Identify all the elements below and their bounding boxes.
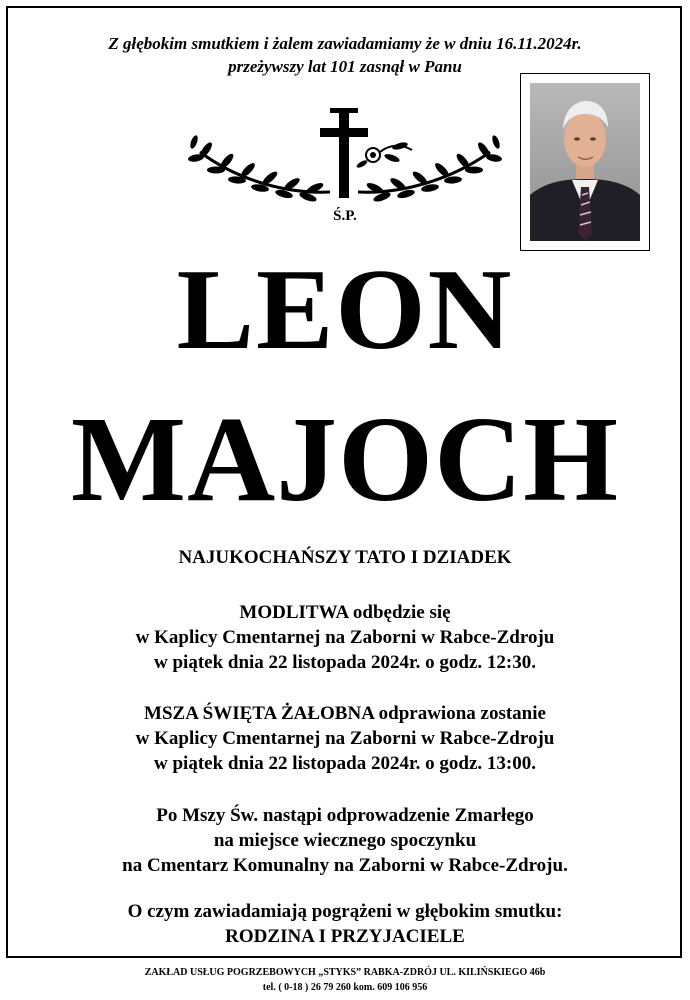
deceased-last-name: MAJOCH (70, 392, 620, 527)
closing-announcement (0, 899, 690, 949)
prayer-line-1-rest: odbędzie się (348, 602, 451, 623)
mass-line-1-rest: odprawiona zostanie (373, 703, 546, 724)
emblem-initials: Ś.P. (333, 208, 357, 224)
cross-with-laurel-icon (180, 100, 510, 235)
burial-line-1: Po Mszy Św. nastąpi odprowadzenie Zmarłego (156, 805, 534, 826)
portrait-frame (520, 73, 650, 251)
family-role-subtitle: NAJUKOCHAŃSZY TATO I DZIADEK (178, 547, 512, 568)
intro-line-2: przeżywszy lat 101 zasnął w Panu (228, 57, 462, 76)
prayer-lead: MODLITWA (239, 602, 349, 623)
closing-signature: RODZINA I PRZYJACIELE (225, 926, 465, 947)
prayer-line-1 (0, 600, 690, 625)
mass-line-1 (0, 701, 690, 726)
mass-announcement (0, 701, 690, 776)
burial-line-2: na miejsce wiecznego spoczynku (213, 830, 477, 851)
intro-line-1: Z głębokim smutkiem i żalem zawiadamiamy że w dniu 16.11.2024r. (108, 34, 582, 53)
burial-announcement (0, 803, 690, 878)
deceased-first-name: LEON (176, 246, 514, 374)
portrait-photo (530, 83, 640, 241)
prayer-line-3: w piątek dnia 22 listopada 2024r. o godz. 12:30. (154, 652, 536, 673)
closing-line-1: O czym zawiadamiają pogrążeni w głębokim smutku: (127, 901, 563, 922)
mass-line-3: w piątek dnia 22 listopada 2024r. o godz. 13:00. (154, 753, 536, 774)
funeral-home-phone: tel. ( 0-18 ) 26 79 260 kom. 609 106 956 (262, 982, 428, 993)
prayer-line-2: w Kaplicy Cmentarnej na Zaborni w Rabce-Zdroju (135, 627, 555, 648)
burial-line-3: na Cmentarz Komunalny na Zaborni w Rabce-Zdroju. (122, 855, 568, 876)
funeral-home-address: ZAKŁAD USŁUG POGRZEBOWYCH „STYKS” RABKA-ZDRÓJ UL. KILIŃSKIEGO 46b (144, 967, 546, 978)
mass-line-2: w Kaplicy Cmentarnej na Zaborni w Rabce-Zdroju (135, 728, 555, 749)
prayer-announcement (0, 600, 690, 675)
mass-lead: MSZA ŚWIĘTA ŻAŁOBNA (144, 703, 374, 724)
